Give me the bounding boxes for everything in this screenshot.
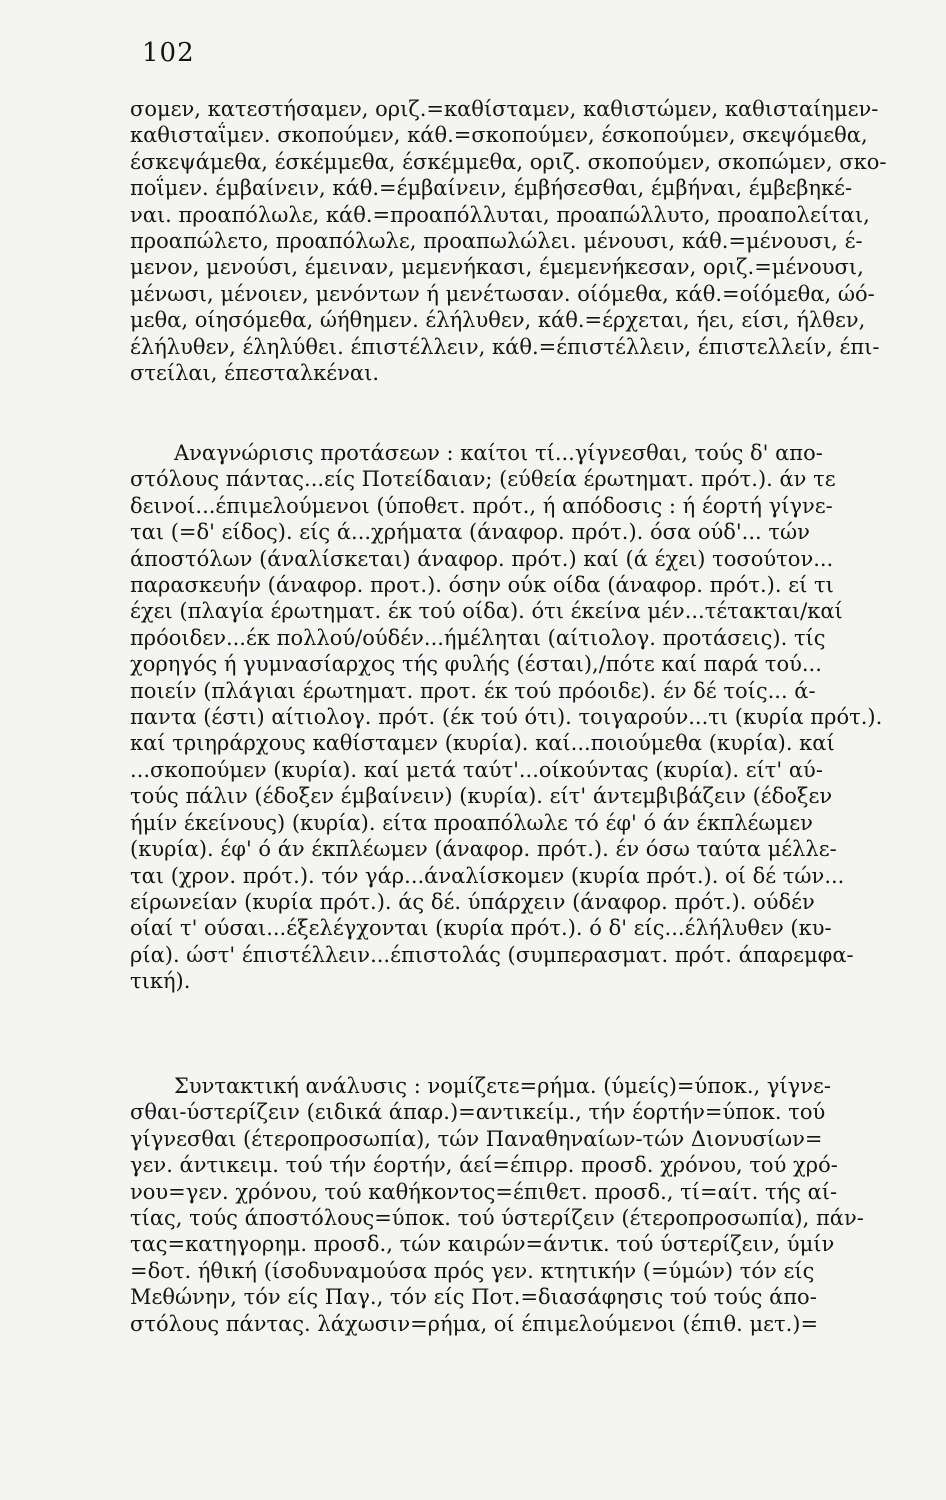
text-line: παντα (έστι) αίτιολογ. πρότ. (έκ τού ότι). τοιγαρούν...τι (κυρία πρότ.).: [130, 705, 883, 730]
text-line: ρία). ώστ' έπιστέλλειν...έπιστολάς (συμπερασματ. πρότ. άπαρεμφα-: [130, 942, 854, 967]
text-line: μένωσι, μένοιεν, μενόντων ή μενέτωσαν. οίόμεθα, κάθ.=οίόμεθα, ώό-: [130, 281, 875, 306]
text-line: καθισταΐμεν. σκοπούμεν, κάθ.=σκοπούμεν, έσκοπούμεν, σκεψόμεθα,: [130, 123, 868, 148]
text-line: οίαί τ' ούσαι...έξελέγχονται (κυρία πρότ.). ό δ' είς...έλήλυθεν (κυ-: [130, 916, 832, 941]
text-line: χορηγός ή γυμνασίαρχος τής φυλής (έσται),/πότε καί παρά τού...: [130, 652, 822, 677]
text-line: ποΐμεν. έμβαίνειν, κάθ.=έμβαίνειν, έμβήσεσθαι, έμβήναι, έμβεβηκέ-: [130, 176, 853, 201]
text-line: καί τριηράρχους καθίσταμεν (κυρία). καί...ποιούμεθα (κυρία). καί: [130, 731, 835, 756]
text-line: σομεν, κατεστήσαμεν, οριζ.=καθίσταμεν, καθιστώμεν, καθισταίημεν-: [130, 97, 879, 121]
text-line: ποιείν (πλάγιαι έρωτηματ. προτ. έκ τού πρόοιδε). έν δέ τοίς... ά-: [130, 678, 816, 703]
text-line: τούς πάλιν (έδοξεν έμβαίνειν) (κυρία). είτ' άντεμβιβάζειν (έδοξεν: [130, 784, 833, 809]
text-line: δεινοί...έπιμελούμενοι (ύποθετ. πρότ., ή απόδοσις : ή έορτή γίγνε-: [130, 493, 833, 518]
syntax-analysis-paragraph: [130, 1073, 930, 1337]
text-line: στείλαι, έπεσταλκέναι.: [130, 361, 380, 386]
text-line: έχει (πλαγία έρωτηματ. έκ τού οίδα). ότι έκείνα μέν...τέτακται/καί: [130, 599, 843, 624]
text-line: Αναγνώρισις προτάσεων : καίτοι τί...γίγνεσθαι, τούς δ' απο-: [174, 441, 823, 465]
text-line: νου=γεν. χρόνου, τού καθήκοντος=έπιθετ. προσδ., τί=αίτ. τής αί-: [130, 1179, 838, 1204]
text-line: γεν. άντικειμ. τού τήν έορτήν, άεί=έπιρρ. προσδ. χρόνου, τού χρό-: [130, 1153, 838, 1178]
text-line: ται (=δ' είδος). είς ά...χρήματα (άναφορ. πρότ.). όσα ούδ'... τών: [130, 520, 810, 545]
text-line: έσκεψάμεθα, έσκέμμεθα, έσκέμμεθα, οριζ. σκοπούμεν, σκοπώμεν, σκο-: [130, 149, 887, 174]
text-line: έλήλυθεν, έληλύθει. έπιστέλλειν, κάθ.=έπιστέλλειν, έπιστελλείν, έπι-: [130, 334, 880, 359]
text-line: πρόοιδεν...έκ πολλού/ούδέν...ήμέληται (αίτιολογ. προτάσεις). τίς: [130, 625, 826, 650]
text-line: άποστόλων (άναλίσκεται) άναφορ. πρότ.) καί (ά έχει) τοσούτον...: [130, 546, 834, 571]
text-line: =δοτ. ήθική (ίσοδυναμούσα πρός γεν. κτητικήν (=ύμών) τόν είς: [130, 1258, 815, 1283]
text-line: στόλους πάντας...είς Ποτείδαιαν; (εύθεία έρωτηματ. πρότ.). άν τε: [130, 467, 836, 492]
text-line: Μεθώνην, τόν είς Παγ., τόν είς Ποτ.=διασάφησις τού τούς άπο-: [130, 1285, 817, 1310]
text-line: μενον, μενούσι, έμειναν, μεμενήκασι, έμεμενήκεσαν, οριζ.=μένουσι,: [130, 255, 864, 280]
text-line: ήμίν έκείνους) (κυρία). είτα προαπόλωλε τό έφ' ό άν έκπλέωμεν: [130, 810, 813, 835]
text-line: ναι. προαπόλωλε, κάθ.=προαπόλλυται, προαπώλλυτο, προαπολείται,: [130, 202, 870, 227]
text-line: παρασκευήν (άναφορ. προτ.). όσην ούκ οίδα (άναφορ. πρότ.). εί τι: [130, 573, 834, 598]
inflection-paragraph: [130, 96, 930, 386]
page-number: 102: [142, 38, 195, 68]
text-line: προαπώλετο, προαπόλωλε, προαπωλώλει. μένουσι, κάθ.=μένουσι, έ-: [130, 229, 863, 254]
text-line: σθαι-ύστερίζειν (ειδικά άπαρ.)=αντικείμ., τήν έορτήν=ύποκ. τού: [130, 1100, 826, 1125]
text-line: τας=κατηγορημ. προσδ., τών καιρών=άντικ. τού ύστερίζειν, ύμίν: [130, 1232, 835, 1257]
text-line: ται (χρον. πρότ.). τόν γάρ...άναλίσκομεν (κυρία πρότ.). οί δέ τών...: [130, 863, 845, 888]
text-line: στόλους πάντας. λάχωσιν=ρήμα, οί έπιμελούμενοι (έπιθ. μετ.)=: [130, 1311, 819, 1336]
text-line: Συντακτική ανάλυσις : νομίζετε=ρήμα. (ύμείς)=ύποκ., γίγνε-: [174, 1074, 831, 1098]
text-line: τίας, τούς άποστόλους=ύποκ. τού ύστερίζειν (έτεροπροσωπία), πάν-: [130, 1206, 864, 1231]
text-line: μεθα, οίησόμεθα, ώήθημεν. έλήλυθεν, κάθ.=έρχεται, ήει, είσι, ήλθεν,: [130, 308, 866, 333]
text-line: τική).: [130, 969, 191, 994]
text-line: γίγνεσθαι (έτεροπροσωπία), τών Παναθηναίων-τών Διονυσίων=: [130, 1126, 823, 1151]
text-line: (κυρία). έφ' ό άν έκπλέωμεν (άναφορ. πρότ.). έν όσω ταύτα μέλλε-: [130, 837, 837, 862]
text-line: είρωνείαν (κυρία πρότ.). άς δέ. ύπάρχειν (άναφορ. πρότ.). ούδέν: [130, 889, 815, 914]
text-line: ...σκοπούμεν (κυρία). καί μετά ταύτ'...οίκούντας (κυρία). είτ' αύ-: [130, 757, 823, 782]
clause-recognition-paragraph: [130, 440, 930, 995]
